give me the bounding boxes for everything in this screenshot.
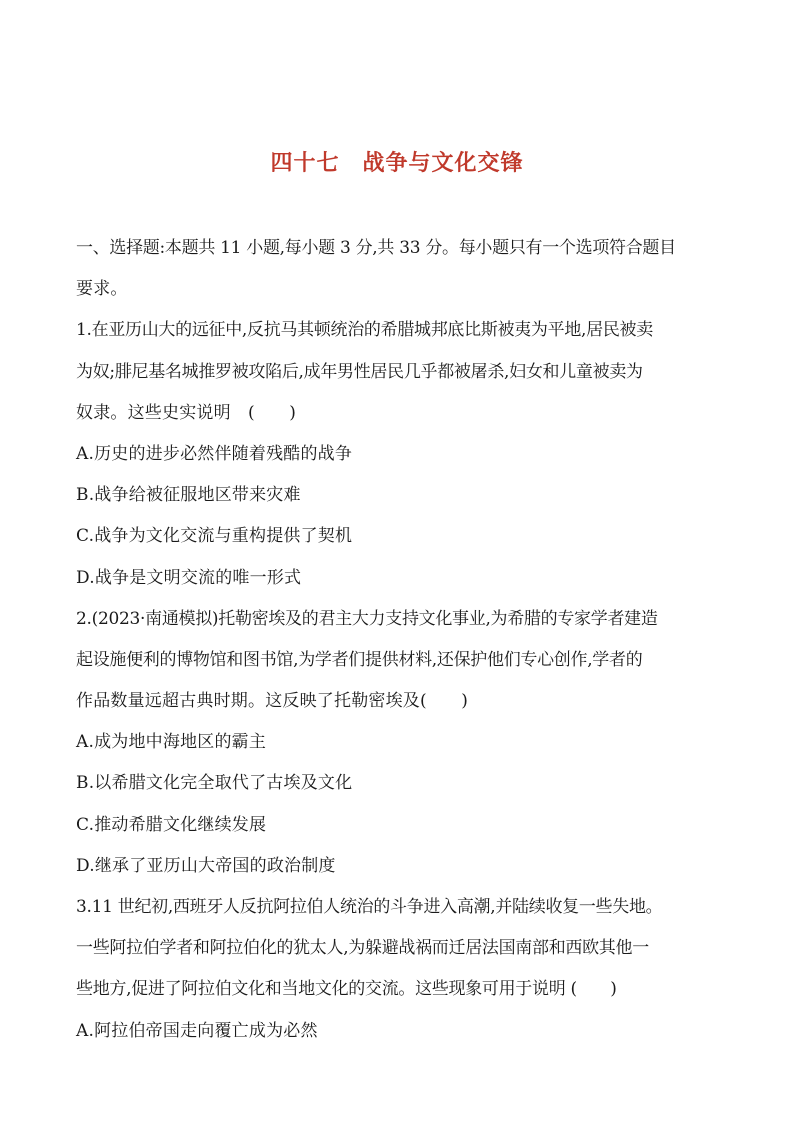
- answer-option-a: A.历史的进步必然伴随着残酷的战争: [76, 443, 353, 464]
- question-stem-line: 作品数量远超古典时期。这反映了托勒密埃及( ): [76, 691, 469, 712]
- question-1: [76, 310, 724, 598]
- question-stem-line: 1.在亚历山大的远征中,反抗马其顿统治的希腊城邦底比斯被夷为平地,居民被卖: [76, 320, 653, 341]
- question-3: [76, 887, 724, 1052]
- question-stem-line: 些地方,促进了阿拉伯文化和当地文化的交流。这些现象可用于说明 ( ): [76, 979, 617, 1000]
- section-heading: [76, 228, 724, 310]
- answer-option-c: C.战争为文化交流与重构提供了契机: [76, 526, 353, 547]
- answer-option-b: B.以希腊文化完全取代了古埃及文化: [76, 773, 353, 794]
- question-stem-line: 起设施便利的博物馆和图书馆,为学者们提供材料,还保护他们专心创作,学者的: [76, 649, 643, 670]
- question-2: [76, 599, 724, 887]
- answer-option-d: D.继承了亚历山大帝国的政治制度: [76, 855, 336, 876]
- question-stem-line: 3.11 世纪初,西班牙人反抗阿拉伯人统治的斗争进入高潮,并陆续收复一些失地。: [76, 897, 663, 917]
- answer-option-a: A.阿拉伯帝国走向覆亡成为必然: [76, 1020, 318, 1041]
- answer-option-c: C.推动希腊文化继续发展: [76, 814, 267, 835]
- page-title: 四十七 战争与文化交锋: [270, 151, 524, 176]
- answer-option-b: B.战争给被征服地区带来灾难: [76, 485, 301, 506]
- question-stem-line: 为奴;腓尼基名城推罗被攻陷后,成年男性居民几乎都被屠杀,妇女和儿童被卖为: [76, 361, 643, 382]
- question-content: [76, 228, 724, 1052]
- answer-option-a: A.成为地中海地区的霸主: [76, 732, 267, 753]
- section-heading-line: 一、选择题:本题共 11 小题,每小题 3 分,共 33 分。每小题只有一个选项符合题目: [76, 238, 676, 258]
- question-stem-line: 一些阿拉伯学者和阿拉伯化的犹太人,为躲避战祸而迁居法国南部和西欧其他一: [76, 938, 649, 959]
- answer-option-d: D.战争是文明交流的唯一形式: [76, 567, 302, 588]
- question-stem-line: 奴隶。这些史实说明 ( ): [76, 402, 297, 423]
- section-heading-line: 要求。: [76, 279, 128, 300]
- question-stem-line: 2.(2023·南通模拟)托勒密埃及的君主大力支持文化事业,为希腊的专家学者建造: [76, 608, 658, 629]
